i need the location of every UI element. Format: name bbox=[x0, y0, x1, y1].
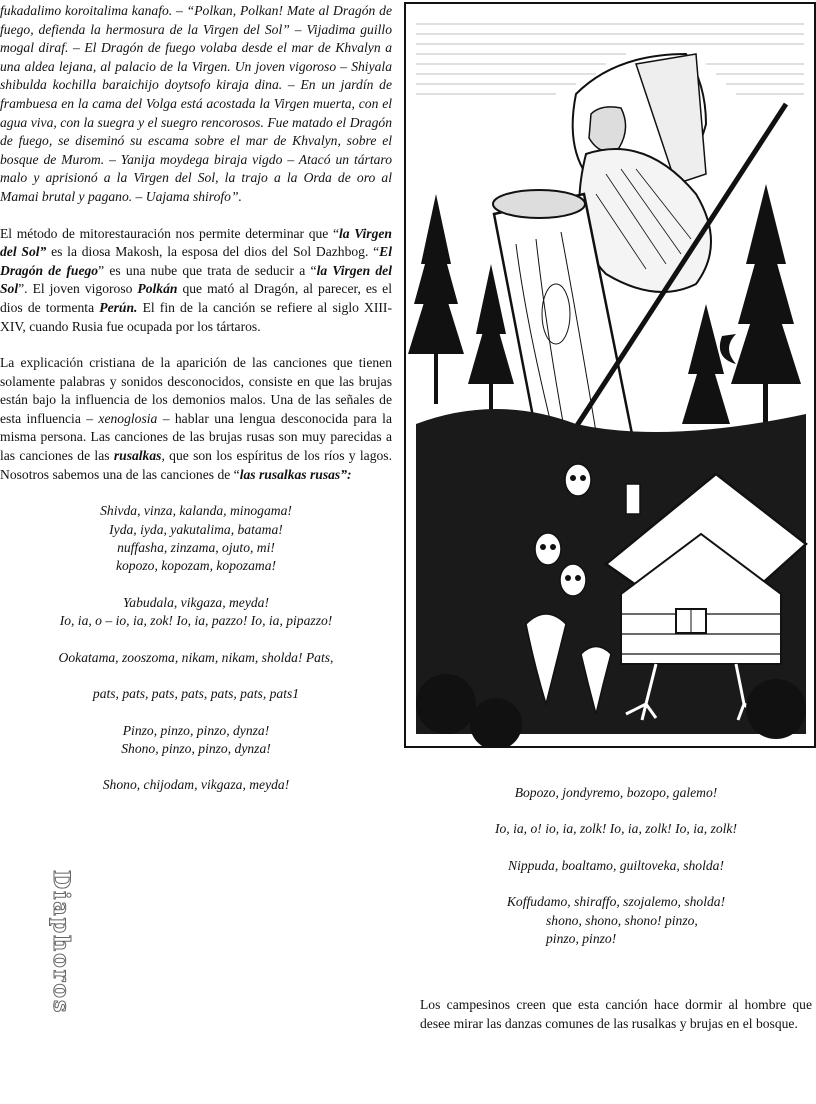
witch-illustration bbox=[404, 2, 816, 748]
poem-line: Shivda, vinza, kalanda, minogama! bbox=[100, 503, 292, 519]
rusalka-song-right bbox=[416, 784, 816, 948]
poem-line: kopozo, kopozam, kopozama! bbox=[115, 558, 277, 574]
poem-line: Yabudala, vikgaza, meyda! bbox=[123, 594, 269, 610]
poem-line: Shono, chijodam, vikgaza, meyda! bbox=[102, 777, 290, 793]
diaphoros-watermark bbox=[48, 870, 74, 1060]
poem-line: Io, ia, o – io, ia, zok! Io, ia, pazzo! Io, ia, pipazzo! bbox=[59, 613, 333, 629]
moon-icon bbox=[720, 334, 736, 364]
poem-stanza bbox=[0, 685, 392, 703]
poem-line: Ookatama, zooszoma, nikam, nikam, sholda! Pats, bbox=[58, 649, 334, 665]
closing-paragraph: Los campesinos creen que esta canción hace dormir al hombre que desee mirar las danzas comunes de las rusalkas y brujas en el bosque. bbox=[420, 997, 812, 1031]
poem-stanza bbox=[0, 502, 392, 576]
christian-explanation-paragraph: La explicación cristiana de la aparición de las canciones que tienen solamente palabras y sonidos desconocidos, consiste en que las brujas están bajo la influencia de los demonios malos. Una de las señales de esta influencia – xenoglosia – hablar una lengua desconocida para la misma persona. Las canciones de las brujas rusas son muy parecidas a las canciones de las rusalkas, que son los espíritus de los ríos y lagos. Nosotros sabemos una de las canciones de “las rusalkas rusas”: bbox=[0, 355, 392, 482]
poem-line: Bopozo, jondyremo, bozopo, galemo! bbox=[514, 785, 718, 800]
rusalka-song-left bbox=[0, 502, 392, 794]
method-paragraph: El método de mitorestauración nos permite determinar que “la Virgen del Sol” es la diosa Makosh, la esposa del dios del Sol Dazhbog. “El Dragón de fuego” es una nube que trata de seducir a “la Virgen del Sol”. El joven vigoroso Polkán que mató al Dragón, al parecer, es el dios de tormenta Perún. El fin de la canción se refiere al siglo XIII-XIV, cuando Rusia fue ocupada por los tártaros. bbox=[0, 225, 393, 334]
poem-stanza bbox=[0, 776, 392, 794]
poem-line: Pinzo, pinzo, pinzo, dynza! bbox=[122, 722, 270, 738]
poem-line: Koffudamo, shiraffo, szojalemo, sholda! bbox=[506, 894, 726, 910]
poem-line: Nippuda, boaltamo, guiltoveka, sholda! bbox=[508, 857, 724, 873]
intro-paragraph: fukadalimo koroitalima kanafo. – “Polkan, Polkan! Mate al Dragón de fuego, defienda la hermosura de la Virgen del Sol” – Vijadima guillo mogal diraf. – El Dragón de fuego volaba desde el mar de Khvalyn a una aldea lejana, al palacio de la Virgen. Un joven vigoroso – Shiyala shibulda kochilla baraichijo doytsofo kiraja dina. – En un jardín de frambuesa en la cama del Volga está acostada la Virgen muerta, con el agua viva, con la suegra y el suegro rencorosos. Fue matado el Dragón de fuego, se diseminó su escama sobre el mar de Khvalyn, sobre el bosque de Murom. – Yanija moydega biraja vigdo – Atacó un tártaro malo y aprisionó a la Virgen del Sol, la trajo a la Orda de oro al Mamai brutal y pagano. – Uajama shirofo”. bbox=[0, 3, 392, 204]
poem-stanza bbox=[0, 649, 392, 667]
poem-line: nuffasha, zinzama, ojuto, mi! bbox=[117, 540, 275, 556]
watermark-text: Diaphoros bbox=[48, 870, 74, 1015]
poem-line: pats, pats, pats, pats, pats, pats, pats1 bbox=[92, 686, 300, 702]
poem-line: pinzo, pinzo! bbox=[546, 931, 617, 947]
witch-on-mortar-drawing bbox=[406, 4, 814, 746]
poem-line: Shono, pinzo, pinzo, dynza! bbox=[121, 740, 271, 756]
poem-stanza bbox=[0, 594, 392, 631]
poem-line: Iyda, iyda, yakutalima, batama! bbox=[109, 521, 283, 537]
left-column bbox=[0, 2, 392, 795]
poem-stanza bbox=[0, 722, 392, 759]
poem-line: Io, ia, o! io, ia, zolk! Io, ia, zolk! Io, ia, zolk! bbox=[494, 821, 737, 837]
poem-line: shono, shono, shono! pinzo, bbox=[546, 912, 698, 928]
